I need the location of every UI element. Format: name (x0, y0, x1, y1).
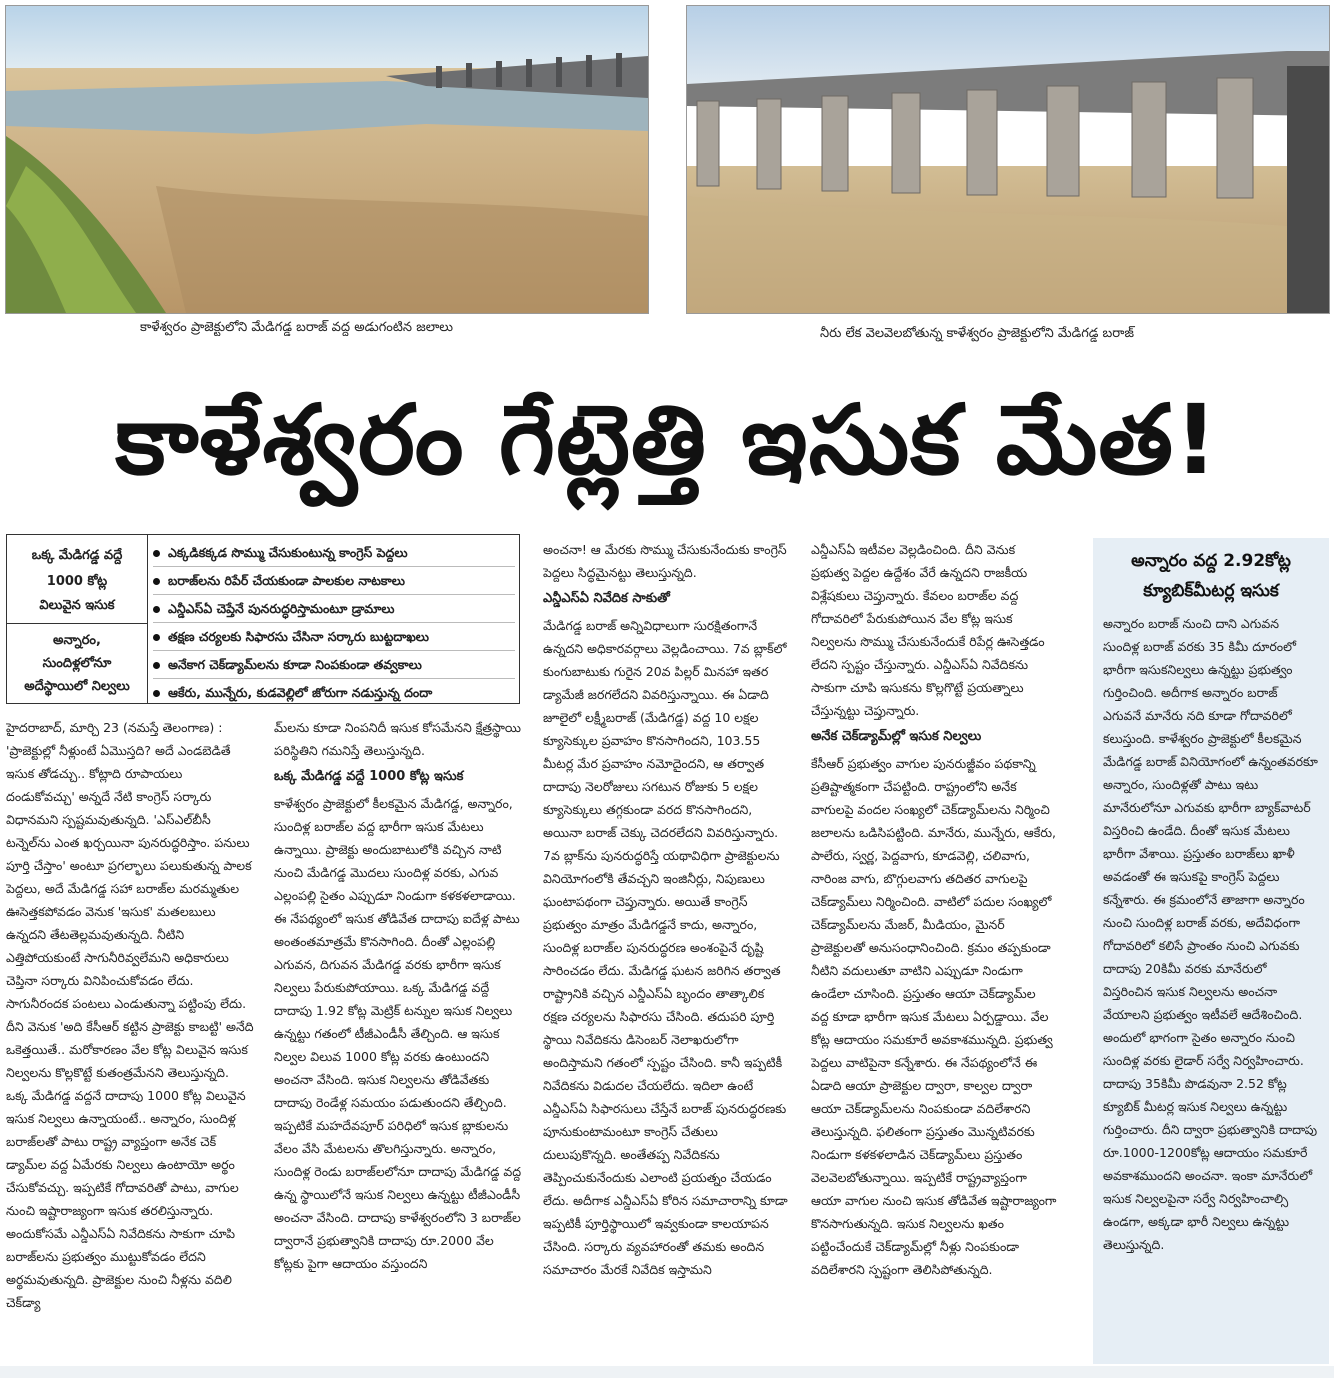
article-paragraph: మేడిగడ్డ బరాజ్ అన్నివిధాలుగా సురక్షితంగానే ఉన్నదని అధికారవర్గాలు వెల్లడించాయి. 7వ బ్లాక్‌లో కుంగుబాటుకు గురైన 20వ పిల్లర్ మినహా ఇతర డ్యామేజీ జరగలేదని వివరిస్తున్నాయి. ఈ ఏడాది జూలైలో లక్ష్మీబరాజ్ (మేడిగడ్డ) వద్ద 10 లక్షల క్యూసెక్కుల ప్రవాహం కొనసాగిందని, 103.55 మీటర్ల మేర ప్రవాహం నమోదైందని, ఆ తర్వాత దాదాపు నెలరోజులు సగటున రోజుకు 5 లక్షల క్యూసెక్కులు తగ్గకుండా వరద కొనసాగిందని, అయినా బరాజ్ చెక్కు చెదరలేదని వివరిస్తున్నారు. 7వ బ్లాక్‌ను పునరుద్ధరిస్తే యథావిధిగా ప్రాజెక్టులను వినియోగంలోకి తేవచ్చని ఇంజినీర్లు, నిపుణులు ఘంటాపథంగా చెప్తున్నారు. అయితే కాంగ్రెస్ ప్రభుత్వం మాత్రం మేడిగడ్డనే కాదు, అన్నారం, సుందిళ్ల బరాజ్‌ల పునరుద్ధరణ అంశంపైనే దృష్టి సారించడం లేదు. మేడిగడ్డ ఘటన జరిగిన తర్వాత రాష్ట్రానికి వచ్చిన ఎన్డీఎస్ఏ బృందం తాత్కాలిక రక్షణ చర్యలను సిఫారసు చేసింది. తదుపరి పూర్తి స్థాయి నివేదికను డిసెంబర్ నెలాఖరులోగా అందిస్తామని గతంలో స్పష్టం చేసింది. కానీ ఇప్పటికీ నివేదికను విడుదల చేయలేదు. ఇదిలా ఉంటే ఎన్డీఎస్ఏ సిఫారసులు చేస్తేనే బరాజ్ పునరుద్ధరణకు పూనుకుంటామంటూ కాంగ్రెస్ చేతులు దులుపుకొన్నది. అంతేతప్ప నివేదికను తెప్పించుకునేందుకు ఎలాంటి ప్రయత్నం చేయడం లేదు. అదీగాక ఎన్డీఎస్ఏ కోరిన సమాచారాన్ని కూడా ఇప్పటికీ పూర్తిస్థాయిలో ఇవ్వకుండా కాలయాపన చేసింది. సర్కారు వ్యవహారంతో తమకు అందిన సమాచారం మేరకే నివేదిక ఇస్తామని (543, 618, 788, 1277)
list-item-text: ఎక్కడికక్కడ సొమ్ము చేసుకుంటున్న కాంగ్రెస్ పెద్దలు (168, 545, 408, 560)
bullet-icon (153, 550, 160, 557)
bullet-icon (153, 690, 160, 697)
list-item (153, 539, 515, 567)
photo-medigadda-barrage (686, 5, 1330, 314)
article-paragraph: మ్‌లను కూడా నింపనిదీ ఇసుక కోసమేనని క్షేత్రస్థాయి పరిస్థితిని గమనిస్తే తెలుస్తున్నది. (274, 720, 521, 758)
photo-medigadda-barrage-image (687, 6, 1329, 313)
sidebar-box (1093, 538, 1329, 1364)
page-title: కాళేశ్వరం గేట్లెత్తి ఇసుక మేత! (115, 384, 1219, 496)
photo-medigadda-river-image (6, 6, 648, 313)
subheading: ఒక్క మేడిగడ్డ వద్దే 1000 కోట్ల ఇసుక (274, 769, 464, 784)
summary-divider (7, 623, 147, 624)
sidebar-paragraph: అన్నారం బరాజ్ నుంచి దాని ఎగువన సుందిళ్ల బరాజ్ వరకు 35 కిమీ దూరంలో భారీగా ఇసుకనిల్వలు ఉన్నట్టు ప్రభుత్వం గుర్తించింది. అదీగాక అన్నారం బరాజ్ ఎగువనే మానేరు నది కూడా గోదావరిలో కలుస్తుంది. కాళేశ్వరం ప్రాజెక్టులో కీలకమైన మేడిగడ్డ బరాజ్ వినియోగంలో ఉన్నంతవరకూ అన్నారం, సుందిళ్లతో పాటు ఇటు మానేరులోనూ ఎగువకు భారీగా బ్యాక్‌వాటర్ విస్తరించి ఉండేది. దీంతో ఇసుక మేటలు భారీగా వేశాయి. ప్రస్తుతం బరాజ్‌లు ఖాళీ అవడంతో ఈ ఇసుకపై కాంగ్రెస్ పెద్దలు కన్నేశారు. ఈ క్రమంలోనే తాజాగా అన్నారం నుంచి సుందిళ్ల బరాజ్ వరకు, అదేవిధంగా గోదావరిలో కలిసే ప్రాంతం నుంచి ఎగువకు దాదాపు 20కిమీ వరకు మానేరులో విస్తరించిన ఇసుక నిల్వలను అంచనా వేయాలని ప్రభుత్వం ఇటీవలే ఆదేశించింది. అందులో భాగంగా సైతం అన్నారం నుంచి సుందిళ్ల వరకు లైడార్ సర్వే నిర్వహించారు. దాదాపు 35కిమీ పొడవునా 2.52 కోట్ల క్యూబిక్ మీటర్ల ఇసుక నిల్వలు ఉన్నట్టు గుర్తించారు. దీని ద్వారా ప్రభుత్వానికి దాదాపు రూ.1000-1200కోట్ల ఆదాయం సమకూరే అవకాశముందని అంచనా. ఇంకా మానేరులో ఇసుక నిల్వలపైనా సర్వే నిర్వహించాల్సి ఉండగా, అక్కడా భారీ నిల్వలు ఉన్నట్టు తెలుస్తున్నది. (1103, 616, 1318, 1252)
list-item-text: తక్షణ చర్యలకు సిఫారసు చేసినా సర్కారు బుట్టదాఖలు (168, 629, 429, 644)
list-item (153, 679, 515, 706)
article-column-3 (543, 538, 789, 1364)
article-paragraph: కాళేశ్వరం ప్రాజెక్టులో కీలకమైన మేడిగడ్డ, అన్నారం, సుందిళ్ల బరాజ్‌ల వద్ద భారీగా ఇసుక మేటలు ఉన్నాయి. ప్రాజెక్టు అందుబాటులోకి వచ్చిన నాటి నుంచి మేడిగడ్డ మొదలు సుందిళ్ల వరకు, ఎగువ ఎల్లంపల్లి సైతం ఎప్పుడూ నిండుగా కళకళలాడాయి. ఈ నేపథ్యంలో ఇసుక తోడివేత దాదాపు ఐదేళ్ల పాటు అంతంతమాత్రమే కొనసాగింది. దీంతో ఎల్లంపల్లి ఎగువన, దిగువన మేడిగడ్డ వరకు భారీగా ఇసుక నిల్వలు పేరుకుపోయాయి. ఒక్క మేడిగడ్డ వద్దే దాదాపు 1.92 కోట్ల మెట్రిక్ టన్నుల ఇసుక నిల్వలు ఉన్నట్టు గతంలో టీజీఎండీసీ తేల్చింది. ఆ ఇసుక నిల్వల విలువ 1000 కోట్ల వరకు ఉంటుందని అంచనా వేసింది. ఇసుక నిల్వలను తోడివేతకు దాదాపు రెండేళ్ల సమయం పడుతుందని తేల్చింది. ఇప్పటికే మహదేవపూర్ పరిధిలో ఇసుక బ్లాకులను వేలం వేసి మేటలను తొలగిస్తున్నారు. అన్నారం, సుందిళ్ల రెండు బరాజ్‌లలోనూ దాదాపు మేడిగడ్డ వద్ద ఉన్న స్థాయిలోనే ఇసుక నిల్వలు ఉన్నట్టు టీజీఎండీసీ అంచనా వేసింది. దాదాపు కాళేశ్వరంలోని 3 బరాజ్‌ల ద్వారానే ప్రభుత్వానికి దాదాపు రూ.2000 వేల కోట్లకు పైగా ఆదాయం వస్తుందని (274, 796, 522, 1271)
bullet-icon (153, 634, 160, 641)
list-item-text: అనేకాగ చెక్‌డ్యామ్‌లను కూడా నింపకుండా తవ్వకాలు (168, 657, 422, 672)
summary-line: అదేస్థాయిలో నిల్వలు (24, 679, 130, 694)
photo-left-caption: కాళేశ్వరం ప్రాజెక్టులోని మేడిగడ్డ బరాజ్ వద్ద అడుగంటిన జలాలు (140, 320, 454, 335)
article-paragraph: హైదరాబాద్, మార్చి 23 (నమస్తే తెలంగాణ) : 'ప్రాజెక్టుల్లో నీళ్లుంటే ఏమొస్తది? అదే ఎండబెడితే ఇసుక తోడచ్చు.. కోట్లాది రూపాయలు దండుకోవచ్చు' అన్నదే నేటి కాంగ్రెస్ సర్కారు విధానమని స్పష్టమవుతున్నది. 'ఎస్ఎల్‌బీసీ టన్నెల్‌ను ఎంత ఖర్చయినా పునరుద్ధరిస్తాం. పనులు పూర్తి చేస్తాం' అంటూ ప్రగల్భాలు పలుకుతున్న పాలక పెద్దలు, అదే మేడిగడ్డ సహా బరాజ్‌ల మరమ్మతుల ఊసెత్తకపోవడం వెనుక 'ఇసుక' మతలబులు ఉన్నదని తేటతెల్లమవుతున్నది. నీటిని ఎత్తిపోయకుంటే సాగునీరివ్వలేమని అధికారులు చెప్తినా సర్కారు వినిపించుకోవడం లేదు. సాగునీరందక పంటలు ఎండుతున్నా పట్టింపు లేదు. దీని వెనుక 'అది కేసీఆర్ కట్టిన ప్రాజెక్టు కాబట్టి' అనేది ఒకెత్తయితే.. మరోకారణం వేల కోట్ల విలువైన ఇసుక నిల్వలను కొల్లకొట్టే కుతంత్రమేనని తెలుస్తున్నది. ఒక్క మేడిగడ్డ వద్దనే దాదాపు 1000 కోట్ల విలువైన ఇసుక నిల్వలు ఉన్నాయంటే.. అన్నారం, సుందిళ్ల బరాజ్‌లతో పాటు రాష్ట్ర వ్యాప్తంగా అనేక చెక్ డ్యామ్‌ల వద్ద ఏమేరకు నిల్వలు ఉంటాయో అర్థం చేసుకోవచ్చు. ఇప్పటికే గోదావరితో పాటు, వాగుల నుంచి ఇష్టారాజ్యంగా ఇసుక తరలిస్తున్నారు. అందుకోసమే ఎన్డీఎస్‌ఏ నివేదికను సాకుగా చూపి బరాజ్‌లను ప్రభుత్వం ముట్టుకోవడం లేదని అర్థమవుతున్నది. ప్రాజెక్టుల నుంచి నీళ్లను వదిలి చెక్‌డ్యా (6, 720, 254, 1310)
bullet-icon (153, 578, 160, 585)
subheading: ఎన్డీఎస్ఏ నివేదిక సాకుతో (543, 591, 670, 606)
bullet-icon (153, 606, 160, 613)
summary-line: విలువైన ఇసుక (39, 598, 115, 613)
bullet-icon (153, 662, 160, 669)
article-paragraph: కేసీఆర్ ప్రభుత్వం వాగుల పునరుజ్జీవం పథకాన్ని ప్రతిష్టాత్మకంగా చేపట్టింది. రాష్ట్రంలోని అనేక వాగులపై వందల సంఖ్యలో చెక్‌డ్యామ్‌లను నిర్మించి జలాలను ఒడిసిపట్టింది. మానేరు, మున్నేరు, ఆకేరు, పాలేరు, స్వర్ణ, పెద్దవాగు, కూడవెల్లి, చలివాగు, నారింజ వాగు, బొగ్గులవాగు తదితర వాగులపై చెక్‌డ్యామ్‌లు నిర్మించింది. వాటిలో పదుల సంఖ్యలో చెక్‌డ్యామ్‌లను మేజర్, మీడియం, మైనర్ ప్రాజెక్టులతో అనుసంధానించింది. క్రమం తప్పకుండా నీటిని వదులుతూ వాటిని ఎప్పుడూ నిండుగా ఉండేలా చూసింది. ప్రస్తుతం ఆయా చెక్‌డ్యామ్‌ల వద్ద కూడా భారీగా ఇసుక మేటలు ఏర్పడ్డాయి. వేల కోట్ల ఆదాయం సమకూరే అవకాశమున్నది. ప్రభుత్వ పెద్దలు వాటిపైనా కన్నేశారు. ఈ నేపథ్యంలోనే ఈ ఏడాది ఆయా ప్రాజెక్టుల ద్వారా, కాల్వల ద్వారా ఆయా చెక్‌డ్యామ్‌లను నింపకుండా వదిలేశారని తెలుస్తున్నది. ఫలితంగా ప్రస్తుతం మొన్నటివరకు నిండుగా కళకళలాడిన చెక్‌డ్యామ్‌లు ప్రస్తుతం వెలవెలబోతున్నాయి. ఇప్పటికే రాష్ట్రవ్యాప్తంగా ఆయా వాగుల నుంచి ఇసుక తోడివేత ఇష్టారాజ్యంగా కొనసాగుతున్నది. ఇసుక నిల్వలను ఖతం పట్టించేందుకే చెక్‌డ్యామ్‌ల్లో నీళ్లు నింపకుండా వదిలేశారని స్పష్టంగా తెలిసిపోతున్నది. (811, 756, 1057, 1277)
list-item (153, 651, 515, 679)
highlights-list (153, 539, 515, 706)
list-item (153, 623, 515, 651)
list-item (153, 595, 515, 623)
article-column-2 (274, 716, 522, 1364)
photo-medigadda-river (5, 5, 649, 314)
sidebar-title: అన్నారం వద్ద 2.92కోట్ల క్యూబిక్‌మీటర్ల ఇసుక (1131, 551, 1291, 601)
photo-right-caption: నీరు లేక వెలవెలబోతున్న కాళేశ్వరం ప్రాజెక్టులోని మేడిగడ్డ బరాజ్ (820, 326, 1134, 341)
bottom-strip (0, 1366, 1334, 1378)
article-column-4 (811, 538, 1057, 1364)
summary-line: సుందిళ్లలోనూ (42, 656, 112, 671)
article-column-1 (6, 716, 254, 1364)
list-item-text: ఆకేరు, మున్నేరు, కుడవెల్లిలో జోరుగా నడుస్తున్న దందా (168, 685, 433, 700)
subheading: అనేక చెక్‌డ్యామ్‌ల్లో ఇసుక నిల్వలు (811, 729, 982, 744)
summary-line: 1000 కోట్ల (46, 574, 108, 589)
highlights-summary (7, 535, 148, 703)
highlights-box (6, 534, 520, 704)
summary-line: అన్నారం, (53, 633, 101, 648)
article-paragraph: అంచనా! ఆ మేరకు సొమ్ము చేసుకునేందుకు కాంగ్రెస్ పెద్దలు సిద్ధమైనట్టు తెలుస్తున్నది. (543, 542, 787, 580)
list-item-text: ఎన్డీఎస్‌ఏ చెప్తేనే పునరుద్ధరిస్తామంటూ డ్రామాలు (168, 601, 395, 616)
summary-line: ఒక్క మేడిగడ్డ వద్దే (31, 548, 123, 563)
list-item (153, 567, 515, 595)
article-paragraph: ఎన్డీఎస్ఏ ఇటీవల వెల్లడించింది. దీని వెనుక ప్రభుత్వ పెద్దల ఉద్దేశం వేరే ఉన్నదని రాజకీయ విశ్లేషకులు చెప్తున్నారు. కేవలం బరాజ్‌ల వద్ద గోదావరిలో పేరుకుపోయిన వేల కోట్ల ఇసుక నిల్వలను సొమ్ము చేసుకునేందుకే రిపేర్ల ఊసెత్తడం లేదని స్పష్టం చేస్తున్నారు. ఎన్డీఎస్ఏ నివేదికను సాకుగా చూపి ఇసుకను కొల్లగొట్టే ప్రయత్నాలు చేస్తున్నట్టు చెప్తున్నారు. (811, 542, 1045, 718)
sidebar-text (1103, 612, 1319, 1342)
list-item-text: బరాజ్‌లను రిపేర్ చేయకుండా పాలకుల నాటకాలు (168, 573, 405, 588)
